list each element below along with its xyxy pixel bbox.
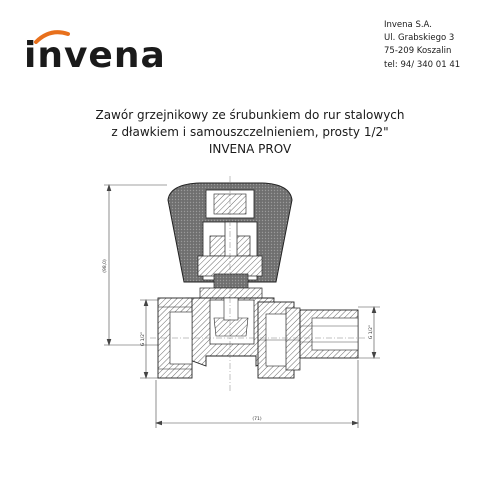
company-phone: tel: 94/ 340 01 41	[384, 59, 461, 70]
title-line-2: z dławkiem i samouszczelnieniem, prosty 1/2"	[111, 125, 389, 139]
width-dimension-label: (71)	[252, 417, 262, 422]
title-line-3: INVENA PROV	[208, 142, 292, 156]
company-city: 75-209 Koszalin	[384, 46, 452, 57]
right-union-nut	[258, 302, 300, 378]
company-street: Ul. Grabskiego 3	[384, 33, 455, 44]
brand-name: invena	[24, 35, 166, 76]
right-tailpiece	[300, 310, 358, 358]
company-name: Invena S.A.	[384, 20, 432, 30]
left-thread-label: G 1/2"	[141, 331, 146, 347]
title-line-1: Zawór grzejnikowy ze śrubunkiem do rur stalowych	[95, 108, 405, 122]
right-thread-label: G 1/2"	[369, 324, 374, 340]
height-dimension-label: (98,0)	[103, 259, 108, 273]
